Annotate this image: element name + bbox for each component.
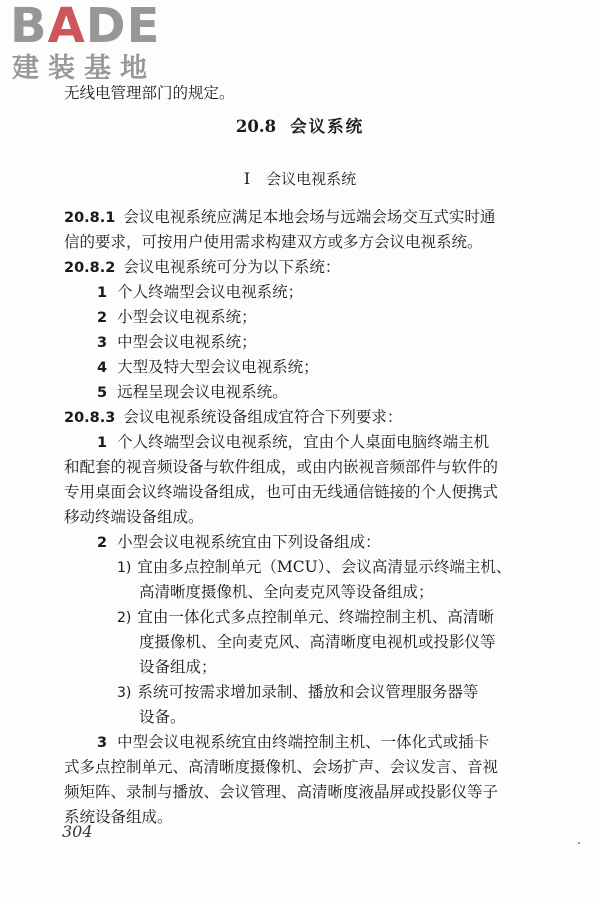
sub-list-line: 设备。 xyxy=(139,708,186,726)
sub-list-item: 2) 宜由一体化式多点控制单元、终端控制主机、高清晰 xyxy=(117,608,494,626)
list-item: 3 中型会议电视系统； xyxy=(97,333,257,351)
section-title: 会议系统 xyxy=(290,117,365,136)
list-item: 4 大型及特大型会议电视系统； xyxy=(97,358,319,376)
clause-number: 20.8.2 xyxy=(64,260,116,276)
sub-list-line: 高清晰度摄像机、全向麦克风等设备组成； xyxy=(139,583,434,601)
sub-list-line: 设备组成； xyxy=(139,658,217,676)
list-item: 5 远程呈现会议电视系统。 xyxy=(97,383,288,401)
clause-20-8-1-line-1: 20.8.1 会议电视系统应满足本地会场与远端会场交互式实时通 xyxy=(64,208,496,226)
logo-wordmark: BADE xyxy=(10,0,161,54)
scan-speck xyxy=(578,842,580,844)
list-item: 1 个人终端型会议电视系统； xyxy=(97,283,304,301)
subsection-title: 会议电视系统 xyxy=(266,170,357,188)
paragraph-line: 2 小型会议电视系统宜由下列设备组成： xyxy=(97,533,381,551)
sub-list-item: 1) 宜由多点控制单元（MCU）、会议高清显示终端主机、 xyxy=(117,558,512,576)
paragraph-line: 和配套的视音频设备与软件组成，或由内嵌视音频部件与软件的 xyxy=(64,458,499,476)
subsection-numeral: Ⅰ xyxy=(243,169,251,188)
section-heading xyxy=(0,116,600,138)
sub-list-item: 3) 系统可按需求增加录制、播放和会议管理服务器等 xyxy=(117,683,479,701)
paragraph-line: 式多点控制单元、高清晰度摄像机、会场扩声、会议发言、音视 xyxy=(64,758,499,776)
continuation-text: 无线电管理部门的规定。 xyxy=(64,84,235,102)
clause-number: 20.8.1 xyxy=(64,210,116,226)
sub-list-line: 度摄像机、全向麦克风、高清晰度电视机或投影仪等 xyxy=(139,633,496,651)
paragraph-line: 移动终端设备组成。 xyxy=(64,508,204,526)
paragraph-line: 专用桌面会议终端设备组成，也可由无线通信链接的个人便携式 xyxy=(64,483,499,501)
paragraph-line: 3 中型会议电视系统宜由终端控制主机、一体化式或插卡 xyxy=(97,733,490,751)
section-number: 20.8 xyxy=(235,117,277,136)
paragraph-line: 频矩阵、录制与播放、会议管理、高清晰度液晶屏或投影仪等子 xyxy=(64,783,499,801)
paragraph-line: 1 个人终端型会议电视系统，宜由个人桌面电脑终端主机 xyxy=(97,433,490,451)
watermark-logo xyxy=(4,2,184,92)
paragraph-line: 系统设备组成。 xyxy=(64,808,173,826)
subsection-heading xyxy=(0,168,600,190)
clause-number: 20.8.3 xyxy=(64,410,116,426)
logo-chinese-text: 建装基地 xyxy=(12,53,156,84)
list-item: 2 小型会议电视系统； xyxy=(97,308,257,326)
page-number: 304 xyxy=(62,822,93,841)
clause-20-8-1-line-2: 信的要求，可按用户使用需求构建双方或多方会议电视系统。 xyxy=(64,233,483,251)
clause-20-8-3-intro: 20.8.3 会议电视系统设备组成宜符合下列要求： xyxy=(64,408,403,426)
clause-20-8-2-intro: 20.8.2 会议电视系统可分为以下系统： xyxy=(64,258,341,276)
